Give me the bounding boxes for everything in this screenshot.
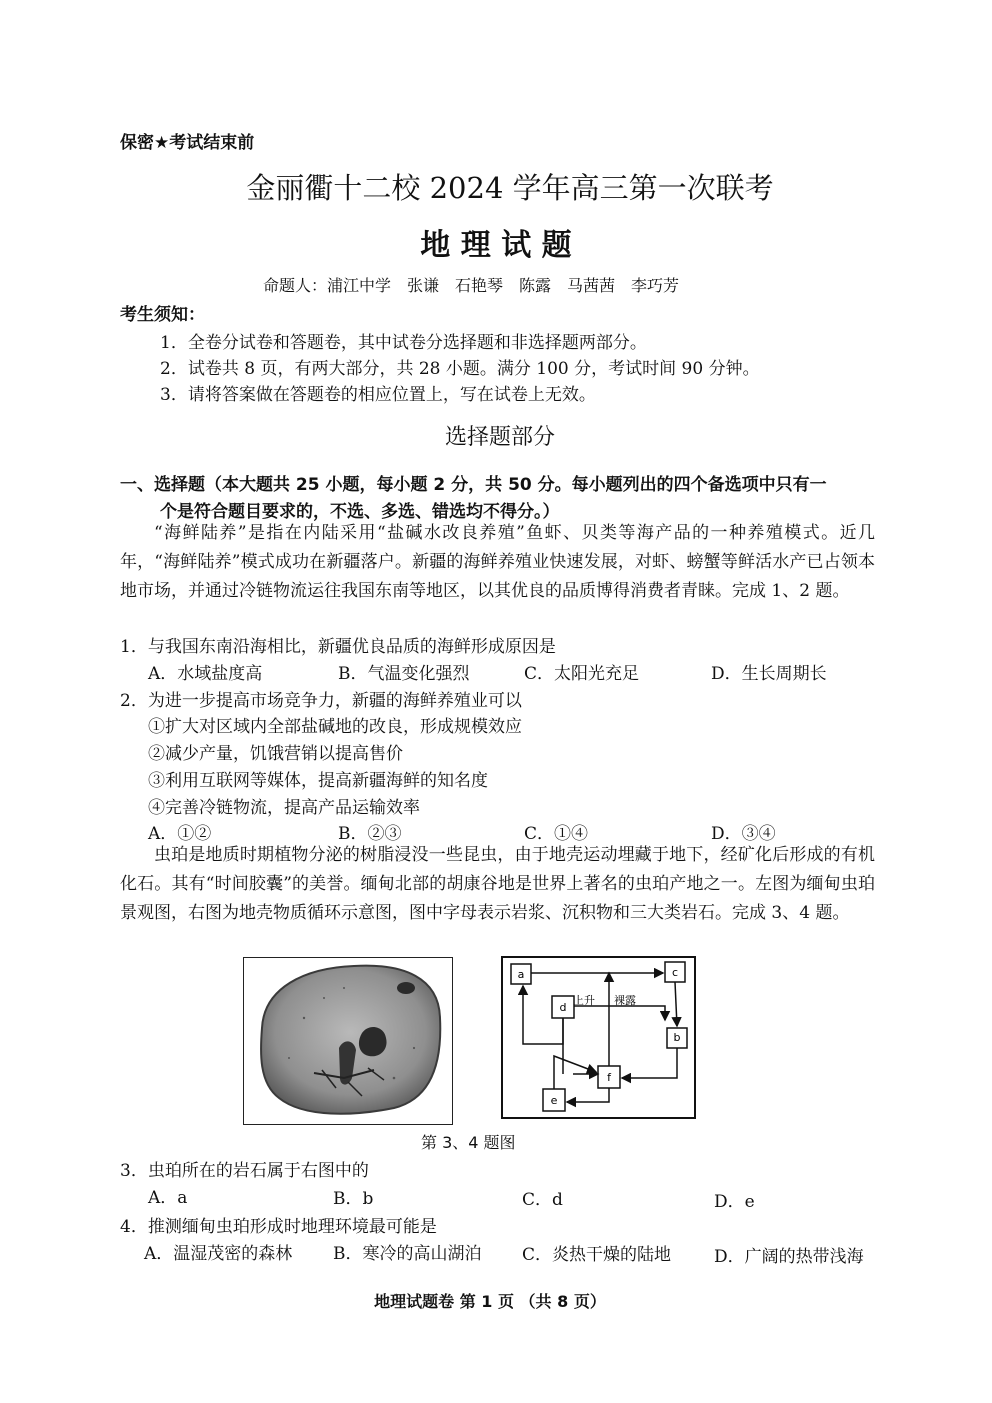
box-c-label: c [671, 966, 679, 979]
box-f-label: f [607, 1071, 611, 1084]
notice-item: 3．请将答案做在答题卷的相应位置上，写在试卷上无效。 [160, 385, 596, 405]
q2-statement: ①扩大对区域内全部盐碱地的改良，形成规模效应 [148, 717, 522, 737]
box-b-label: b [673, 1031, 681, 1044]
label-exposed: 裸露 [614, 994, 636, 1007]
q4-option-d[interactable]: D．广阔的热带浅海 [714, 1247, 864, 1267]
authors-line: 命题人：浦江中学 张谦 石艳琴 陈露 马茜茜 李巧芳 [263, 276, 680, 295]
passage-seafood: “海鲜陆养”是指在内陆采用“盐碱水改良养殖”鱼虾、贝类等海产品的一种养殖模式。近几年，“海鲜陆养”模式成功在新疆落户。新疆的海鲜养殖业快速发展，对虾、螃蟹等鲜活水产已占领本地市场，并通过冷链物流运往我国东南等地区，以其优良的品质博得消费者青睐。完成 1、2 题。 [120, 523, 875, 601]
box-d-label: d [559, 1001, 567, 1014]
question-4-stem: 4．推测缅甸虫珀形成时地理环境最可能是 [120, 1217, 437, 1237]
exam-title: 金丽衢十二校 2024 学年高三第一次联考 [246, 171, 774, 205]
q3-option-b[interactable]: B．b [333, 1189, 374, 1209]
question-3-stem: 3．虫珀所在的岩石属于右图中的 [120, 1161, 369, 1181]
q2-option-b[interactable]: B．②③ [338, 824, 402, 844]
q1-option-c[interactable]: C．太阳光充足 [524, 664, 640, 684]
notice-item: 2．试卷共 8 页，有两大部分，共 28 小题。满分 100 分，考试时间 90 分钟。 [160, 359, 760, 379]
question-1-stem: 1．与我国东南沿海相比，新疆优良品质的海鲜形成原因是 [120, 637, 556, 657]
passage-amber: 虫珀是地质时期植物分泌的树脂浸没一些昆虫，由于地壳运动埋藏于地下，经矿化后形成的有机化石。其有“时间胶囊”的美誉。缅甸北部的胡康谷地是世界上著名的虫珀产地之一。左图为缅甸虫珀景观图，右图为地壳物质循环示意图，图中字母表示岩浆、沉积物和三大类岩石。完成 3、4 题。 [120, 845, 875, 923]
amber-photo [243, 957, 453, 1125]
q2-option-a[interactable]: A．①② [148, 824, 212, 844]
rock-cycle-diagram [501, 956, 696, 1119]
question-2-stem: 2．为进一步提高市场竞争力，新疆的海鲜养殖业可以 [120, 691, 522, 711]
q1-option-a[interactable]: A．水域盐度高 [148, 664, 263, 684]
q4-option-c[interactable]: C．炎热干燥的陆地 [522, 1245, 672, 1265]
notice-heading: 考生须知： [120, 305, 205, 325]
subject-title: 地 理 试 题 [420, 228, 572, 263]
notice-item: 1．全卷分试卷和答题卷，其中试卷分选择题和非选择题两部分。 [160, 333, 647, 353]
section-instruction: 一、选择题（本大题共 25 小题，每小题 2 分，共 50 分。每小题列出的四个备选项中只有一 [120, 475, 827, 495]
q2-statement: ②减少产量，饥饿营销以提高售价 [148, 744, 403, 764]
q2-statement: ③利用互联网等媒体，提高新疆海鲜的知名度 [148, 771, 488, 791]
q1-option-d[interactable]: D．生长周期长 [711, 664, 827, 684]
q3-option-d[interactable]: D．e [714, 1192, 755, 1212]
q4-option-a[interactable]: A．温湿茂密的森林 [144, 1244, 293, 1264]
q3-option-a[interactable]: A．a [148, 1188, 188, 1208]
section-title: 选择题部分 [444, 425, 555, 450]
q2-statement: ④完善冷链物流，提高产品运输效率 [148, 798, 420, 818]
confidential-mark: 保密★考试结束前 [120, 133, 255, 153]
q4-option-b[interactable]: B．寒冷的高山湖泊 [333, 1244, 482, 1264]
page-footer: 地理试题卷 第 1 页 （共 8 页） [374, 1292, 606, 1311]
figure-caption: 第 3、4 题图 [421, 1133, 516, 1152]
label-uplift: 上升 [573, 994, 595, 1007]
q2-option-c[interactable]: C．①④ [524, 824, 589, 844]
q2-option-d[interactable]: D．③④ [711, 824, 776, 844]
q1-option-b[interactable]: B．气温变化强烈 [338, 664, 470, 684]
box-e-label: e [550, 1094, 558, 1107]
section-instruction-cont: 个是符合题目要求的，不选、多选、错选均不得分。） [160, 502, 560, 522]
amber-image [244, 958, 452, 1124]
q3-option-c[interactable]: C．d [522, 1190, 563, 1210]
box-a-label: a [517, 968, 525, 981]
